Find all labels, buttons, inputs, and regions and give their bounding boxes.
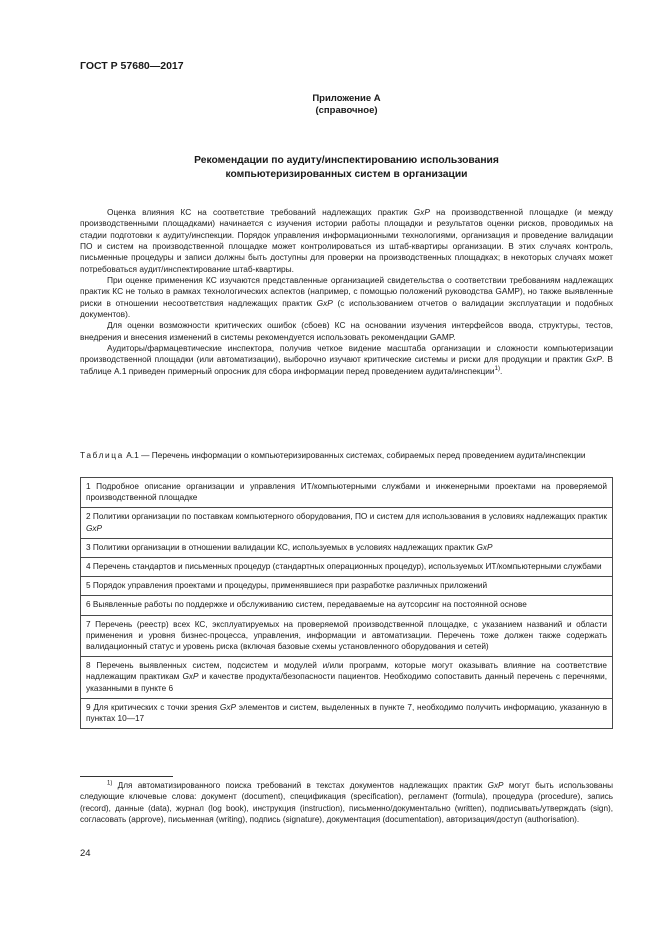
information-table xyxy=(80,477,613,729)
appendix-title xyxy=(100,154,593,181)
text-run: (с использованием отчетов о валидации эксплуатации и подобных документов). xyxy=(80,297,613,320)
text-run: Аудиторы/фармацевтические инспектора, получив четкое видение масштаба организации и сложности компьютеризации производственной площадки (или автоматизации), выборочно изучают критические системы и риски для продукции и практик xyxy=(80,343,613,365)
italic-term: GxP xyxy=(86,523,103,533)
table-caption-text: А.1 — Перечень информации о компьютеризированных системах, собираемых перед проведением аудита/инспекции xyxy=(123,450,586,460)
appendix-type: (справочное) xyxy=(315,105,378,116)
italic-term: GxP xyxy=(182,672,199,682)
table-cell xyxy=(81,657,613,699)
text-run: 9 Для критических с точки зрения xyxy=(86,702,220,712)
text-run: . В таблице А.1 приведен примерный опросник для сбора информации перед проведением аудита/инспекции xyxy=(80,354,613,376)
table-row xyxy=(81,508,613,538)
table-cell xyxy=(81,558,613,577)
footnote-marker: 1) xyxy=(107,780,113,787)
text-run: и качестве продукта/безопасности пациентов. Необходимо сопоставить данный перечень с перечнями, указанными в пункте 6 xyxy=(86,672,608,693)
table-cell xyxy=(81,615,613,657)
footnote-separator xyxy=(80,776,173,777)
italic-term: GxP xyxy=(316,297,333,308)
table-cell xyxy=(81,508,613,538)
text-run: При оценке применения КС изучаются представленные организацией свидетельства о соответствии требованиям надлежащих практик КС не только в рамках технологических аспектов (например, с помощью положений руководства GAMP), но также выявленные риски в отношении несоответствия надлежащих практик xyxy=(80,275,613,308)
italic-term: GxP xyxy=(476,542,493,552)
table-cell xyxy=(81,538,613,557)
table-row xyxy=(81,596,613,615)
appendix-heading xyxy=(80,93,613,117)
text-run: элементов и систем, выделенных в пункте 7, необходимо получить информацию, указанную в пунктах 10—17 xyxy=(86,702,607,724)
footnote xyxy=(80,780,613,825)
text-run: Для оценки возможности критических ошибок (сбоев) КС на основании изучения интерфейсов ввода, структуры, тестов, внедрения и внесения изменений в системы рекомендуется использовать рекомендации GAMP. xyxy=(80,320,613,342)
table-row xyxy=(81,615,613,657)
text-run: могут быть использованы следующие ключевые слова: документ (document), спецификация (specification), регламент (formula), процедура (procedure), запись (record), данные (data), журнал (log book), инструкция (instruction), письменно/документально (written), подписывать/утверждать (sign), согласовать (approve), письменная (writing), подпись (signature), документация (documentation), авторизация/доступ (authorisation). xyxy=(80,781,613,824)
page-number: 24 xyxy=(80,848,91,859)
italic-term: GxP xyxy=(487,781,504,790)
table-row xyxy=(81,538,613,557)
text-run: 4 Перечень стандартов и письменных процедур (стандартных операционных процедур), используемых ИТ/компьютерными службами xyxy=(86,562,602,572)
text-run: Для автоматизированного поиска требований в текстах документов надлежащих практик xyxy=(112,781,488,790)
italic-term: GxP xyxy=(219,702,236,712)
text-run: . xyxy=(499,365,503,376)
paragraph xyxy=(80,275,613,320)
text-run: на производственной площадке (и между производственными площадками) начинается с изучения истории работы площадки и результатов оценки рисков, проводимых на стадии подготовки к аудиту/инспекции. Порядок управления информационными технологиями, организация и проведение валидации ПО и систем на производственной площадке может контролироваться из штаб-квартиры организации. В этих случаях контроль, письменные процедуры и записи должны быть доступны для проверки на производственных площадках; в некоторых случаях может потребоваться аудит/инспектирование штаб-квартиры. xyxy=(80,207,613,274)
text-run: 2 Политики организации по поставкам компьютерного оборудования, ПО и систем для использования в условиях надлежащих практик xyxy=(86,512,607,522)
title-line-2: компьютеризированных систем в организации xyxy=(225,168,468,180)
text-run: 5 Порядок управления проектами и процедуры, применявшиеся при разработке различных приложений xyxy=(86,581,488,591)
table-cell xyxy=(81,478,613,508)
body-text xyxy=(80,207,613,377)
paragraph xyxy=(80,343,613,377)
table-row xyxy=(81,577,613,596)
appendix-label: Приложение А xyxy=(312,93,381,104)
table-row xyxy=(81,478,613,508)
italic-term: GxP xyxy=(413,207,430,217)
paragraph xyxy=(80,320,613,343)
table-row xyxy=(81,698,613,728)
table-caption xyxy=(80,450,613,461)
italic-term: GxP xyxy=(585,354,602,365)
table-caption-label: Таблица xyxy=(80,450,124,460)
table-cell xyxy=(81,596,613,615)
text-run: 8 Перечень выявленных систем, подсистем и модулей и/или программ, которые могут оказывать влияние на соответствие надлежащим практикам xyxy=(86,661,607,682)
paragraph xyxy=(80,207,613,275)
standard-designation: ГОСТ Р 57680—2017 xyxy=(80,60,184,72)
text-run: 6 Выявленные работы по поддержке и обслуживанию систем, передаваемые на аутсорсинг на постоянной основе xyxy=(86,600,527,610)
text-run: 7 Перечень (реестр) всех КС, эксплуатируемых на проверяемой производственной площадке, с указанием названий и области применения и уровня бизнес-процесса, управления, информации и автоматизации. Перечень тоже должен также содержать валидационный статус и уровень риска (включая базовые схемы установленного оборудования и сетей) xyxy=(86,619,607,652)
title-line-1: Рекомендации по аудиту/инспектированию использования xyxy=(194,155,499,166)
text-run: 3 Политики организации в отношении валидации КС, используемых в условиях надлежащих практик xyxy=(86,542,477,552)
table-row xyxy=(81,558,613,577)
text-run: 1 Подробное описание организации и управления ИТ/компьютерными службами и инженерными проектами на проверяемой производственной площадке xyxy=(86,482,607,503)
table-cell xyxy=(81,577,613,596)
table-row xyxy=(81,657,613,699)
footnote-marker: 1) xyxy=(494,366,500,373)
table-cell xyxy=(81,698,613,728)
text-run: Оценка влияния КС на соответствие требований надлежащих практик xyxy=(107,207,414,217)
